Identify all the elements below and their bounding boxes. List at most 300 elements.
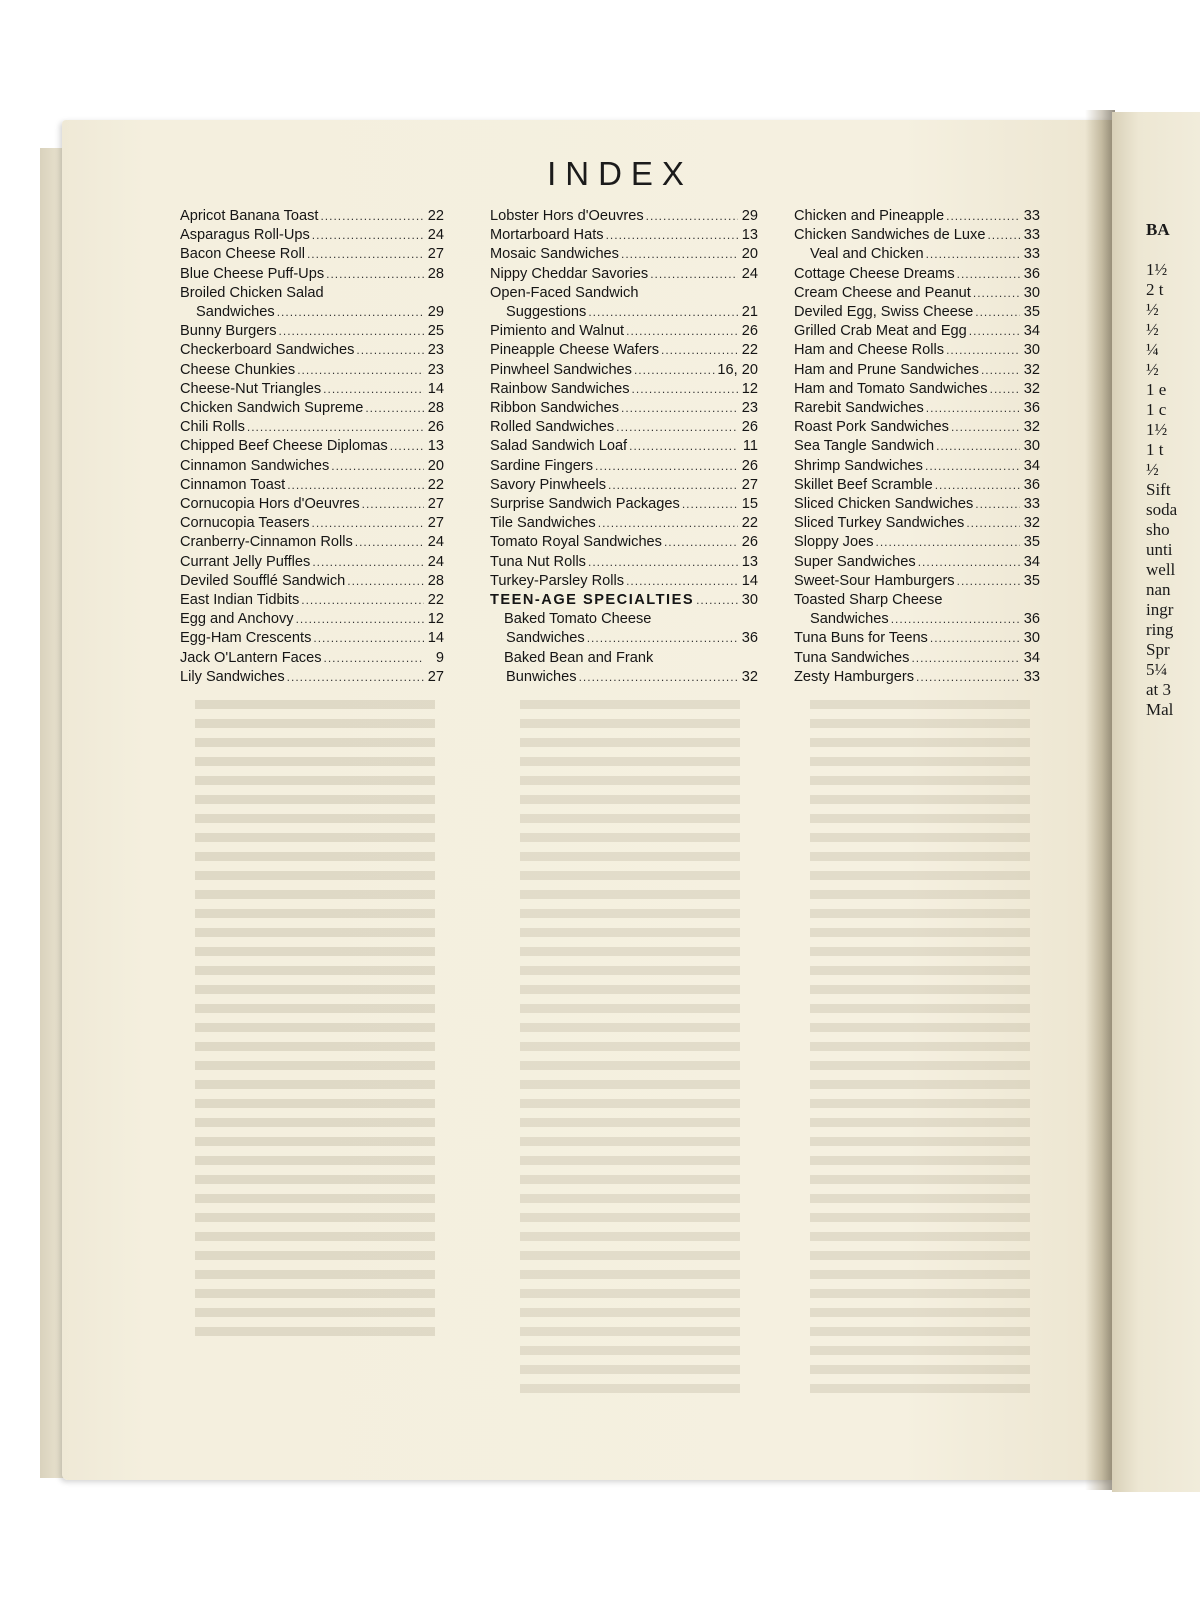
leader-dots [365,399,424,418]
index-entry-page: 33 [1023,208,1040,224]
index-entry [794,207,1040,226]
index-entry-page: 22 [427,476,444,493]
index-entry-page: 28 [427,400,444,417]
index-title: INDEX [547,155,693,192]
index-entry [794,265,1040,284]
index-entry-page: 14 [741,572,758,589]
index-entry-name: Sandwiches [506,630,585,647]
index-entry-name: Baked Tomato Cheese [504,611,652,628]
index-entry-page: 27 [427,496,444,513]
index-entry-name: Broiled Chicken Salad [180,284,324,301]
index-entry [180,418,444,437]
leader-dots [682,495,738,514]
index-entry [490,629,758,648]
index-entry-name: Suggestions [506,304,587,321]
facing-page-fragment: unti [1146,540,1173,559]
leader-dots [307,245,424,264]
facing-page-fragment: at 3 [1146,680,1172,699]
facing-page-fragment: 1 t [1146,440,1164,459]
facing-page-fragment: 1 e [1146,380,1167,399]
index-entry-name: Super Sandwiches [794,553,916,570]
index-entry-page: 27 [427,515,444,532]
leader-dots [606,226,738,245]
leader-dots [966,514,1020,533]
index-entry [180,495,444,514]
facing-page-fragment: ½ [1146,360,1159,379]
index-entry [490,668,758,687]
index-entry [180,572,444,591]
facing-page-fragment: sho [1146,520,1170,539]
index-entry [490,514,758,533]
index-entry-name: Deviled Soufflé Sandwich [180,572,346,589]
leader-dots [297,361,424,380]
index-entry-name: Pineapple Cheese Wafers [490,342,660,359]
index-entry [794,495,1040,514]
index-entry-name: Cinnamon Toast [180,476,286,493]
index-entry-page: 21 [741,304,758,321]
index-entry [490,495,758,514]
index-entry-name: Bacon Cheese Roll [180,246,305,263]
index-entry [794,572,1040,591]
facing-page-fragment: ingr [1146,600,1174,619]
leader-dots [588,553,738,572]
index-entry-page: 26 [741,419,758,436]
leader-dots [650,265,738,284]
leader-dots [916,668,1020,687]
leader-dots [598,514,738,533]
index-entry [490,245,758,264]
index-entry-page: 28 [427,572,444,589]
leader-dots [313,629,424,648]
index-entry-page: 36 [1023,476,1040,493]
index-entry-name: Tomato Royal Sandwiches [490,534,662,551]
leader-dots [975,303,1020,322]
leader-dots [579,668,738,687]
index-column-3 [794,207,1040,687]
index-entry-name: Grilled Crab Meat and Egg [794,323,967,340]
leader-dots [891,610,1020,629]
index-entry [180,514,444,533]
index-entry-name: Zesty Hamburgers [794,668,915,685]
index-entry-page: 26 [427,419,444,436]
index-entry [180,668,444,687]
leader-dots [990,380,1020,399]
index-entry [490,591,758,610]
index-entry-page: 34 [1023,649,1040,666]
index-entry-page: 30 [1023,342,1040,359]
index-entry [490,226,758,245]
index-entry-page: 24 [427,227,444,244]
index-entry [180,533,444,552]
facing-page-fragment: 1½ [1146,420,1168,439]
index-entry-page: 36 [1023,400,1040,417]
leader-dots [301,591,424,610]
index-entry [180,207,444,226]
index-entry-page: 14 [427,380,444,397]
index-entry [490,553,758,572]
index-entry-name: Toasted Sharp Cheese [794,592,943,609]
leader-dots [646,207,738,226]
leader-dots [621,399,738,418]
leader-dots [696,591,738,610]
index-entry [794,380,1040,399]
leader-dots [936,437,1020,456]
bleed-through-decoration [800,700,1030,1400]
index-entry-name: Lily Sandwiches [180,668,285,685]
index-entry-page: 9 [435,649,444,666]
index-entry-name: Cream Cheese and Peanut [794,284,971,301]
index-entry [490,572,758,591]
leader-dots [326,265,424,284]
index-entry-name: Sweet-Sour Hamburgers [794,572,955,589]
index-entry-page: 20 [427,457,444,474]
index-entry-name: Cinnamon Sandwiches [180,457,330,474]
leader-dots [324,649,425,668]
index-entry-page: 16, 20 [717,361,758,378]
facing-page-fragment: well [1146,560,1176,579]
index-entry-name: Salad Sandwich Loaf [490,438,628,455]
index-entry [490,341,758,360]
facing-page-fragment: Mal [1146,700,1174,719]
index-entry [490,265,758,284]
index-entry-page: 29 [741,208,758,224]
index-entry-name: Blue Cheese Puff-Ups [180,265,325,282]
index-entry [180,245,444,264]
index-entry [794,418,1040,437]
index-entry [490,380,758,399]
leader-dots [356,341,424,360]
index-entry-name: Cornucopia Teasers [180,515,310,532]
leader-dots [946,341,1020,360]
leader-dots [331,457,424,476]
index-entry [490,437,758,456]
index-entry-name: East Indian Tidbits [180,592,300,609]
index-entry [180,226,444,245]
index-entry [180,265,444,284]
facing-page-fragment: 5¼ [1146,660,1168,679]
index-entry [180,380,444,399]
index-entry [490,649,758,668]
leader-dots [987,226,1020,245]
leader-dots [362,495,424,514]
leader-dots [632,380,738,399]
index-entry-name: Cornucopia Hors d'Oeuvres [180,496,360,513]
index-entry [794,533,1040,552]
index-entry-page: 25 [427,323,444,340]
index-entry-page: 23 [741,400,758,417]
facing-page-fragment: ½ [1146,460,1159,479]
bleed-through-decoration [500,700,740,1400]
leader-dots [277,303,424,322]
index-entry [490,476,758,495]
index-entry [490,284,758,303]
index-entry-page: 13 [741,227,758,244]
leader-dots [287,476,424,495]
index-entry [180,476,444,495]
index-entry-page: 22 [427,208,444,224]
leader-dots [390,437,424,456]
index-entry [490,303,758,322]
index-entry [180,361,444,380]
leader-dots [930,629,1020,648]
index-entry-name: Ham and Tomato Sandwiches [794,380,988,397]
index-entry-page: 30 [741,592,758,609]
index-entry-name: Sea Tangle Sandwich [794,438,935,455]
index-entry-name: Cheese-Nut Triangles [180,380,322,397]
facing-page-fragment: soda [1146,500,1178,519]
index-entry-name: Lobster Hors d'Oeuvres [490,208,644,224]
index-entry-page: 36 [1023,265,1040,282]
index-entry-page: 27 [427,246,444,263]
index-entry [180,341,444,360]
index-entry [794,668,1040,687]
index-entry [180,457,444,476]
index-entry-name: Veal and Chicken [810,246,924,263]
index-entry-page: 26 [741,457,758,474]
index-entry [794,226,1040,245]
index-entry-page: 30 [1023,630,1040,647]
index-entry-name: Cottage Cheese Dreams [794,265,955,282]
index-entry-page: 12 [427,611,444,628]
leader-dots [355,533,424,552]
facing-page-fragment: BA [1146,220,1170,239]
index-entry-name: Bunwiches [506,668,577,685]
facing-page-fragment: ¼ [1146,340,1159,359]
index-entry-name: Chipped Beef Cheese Diplomas [180,438,388,455]
index-entry-page: 32 [1023,419,1040,436]
index-entry-name: Ham and Cheese Rolls [794,342,945,359]
facing-page-fragment: ½ [1146,320,1159,339]
index-entry-name: Chicken Sandwiches de Luxe [794,227,986,244]
index-entry-page: 35 [1023,304,1040,321]
leader-dots [312,514,424,533]
index-entry [794,437,1040,456]
index-entry-page: 32 [1023,380,1040,397]
index-entry-page: 22 [741,342,758,359]
leader-dots [279,322,424,341]
leader-dots [911,649,1020,668]
index-entry [794,457,1040,476]
index-entry-page: 20 [741,246,758,263]
index-entry [490,418,758,437]
index-entry [794,284,1040,303]
index-entry-page: 24 [741,265,758,282]
facing-page-fragment: 2 t [1146,280,1164,299]
leader-dots [957,572,1020,591]
index-entry-name: Tile Sandwiches [490,515,596,532]
index-entry-page: 30 [1023,284,1040,301]
index-entry [794,476,1040,495]
facing-page-text [1146,220,1177,720]
facing-page-fragment: ½ [1146,300,1159,319]
leader-dots [347,572,424,591]
index-entry-name: TEEN-AGE SPECIALTIES [490,592,695,609]
index-entry [180,437,444,456]
leader-dots [981,361,1020,380]
leader-dots [975,495,1020,514]
index-entry [490,399,758,418]
index-entry-page: 32 [1023,361,1040,378]
index-entry-page: 34 [1023,323,1040,340]
index-entry-name: Pinwheel Sandwiches [490,361,632,378]
index-entry-page: 15 [741,496,758,513]
index-entry [180,284,444,303]
leader-dots [312,553,424,572]
leader-dots [587,629,738,648]
index-entry-page: 12 [741,380,758,397]
index-entry-page: 26 [741,534,758,551]
index-entry-name: Jack O'Lantern Faces [180,649,322,666]
index-entry-name: Roast Pork Sandwiches [794,419,949,436]
index-entry-name: Turkey-Parsley Rolls [490,572,625,589]
leader-dots [957,265,1020,284]
index-entry-name: Bunny Burgers [180,323,277,340]
leader-dots [661,341,738,360]
index-entry-name: Mosaic Sandwiches [490,246,619,263]
leader-dots [973,284,1020,303]
index-entry-name: Rolled Sandwiches [490,419,615,436]
index-entry-page: 32 [1023,515,1040,532]
bleed-through-decoration [175,700,435,1340]
index-entry-name: Chili Rolls [180,419,245,436]
index-entry-page: 23 [427,342,444,359]
index-entry-page: 28 [427,265,444,282]
leader-dots [588,303,738,322]
leader-dots [926,399,1020,418]
index-entry-name: Egg-Ham Crescents [180,630,312,647]
index-entry-page: 11 [742,438,758,455]
index-entry-name: Sliced Turkey Sandwiches [794,515,965,532]
leader-dots [626,322,738,341]
leader-dots [312,226,424,245]
leader-dots [634,361,715,380]
index-entry-name: Sandwiches [810,611,889,628]
index-entry [794,514,1040,533]
leader-dots [323,380,424,399]
index-entry [490,610,758,629]
index-entry-name: Sloppy Joes [794,534,874,551]
index-entry [490,361,758,380]
index-entry-name: Chicken Sandwich Supreme [180,400,364,417]
index-entry [180,399,444,418]
index-entry [490,533,758,552]
index-entry-page: 22 [741,515,758,532]
index-entry-name: Sandwiches [196,304,275,321]
index-entry-name: Cheese Chunkies [180,361,296,378]
index-entry-name: Chicken and Pineapple [794,208,945,224]
index-entry-page: 30 [1023,438,1040,455]
index-entry-name: Surprise Sandwich Packages [490,496,680,513]
leader-dots [969,322,1020,341]
leader-dots [626,572,738,591]
leader-dots [935,476,1020,495]
facing-page-fragment: 1 c [1146,400,1167,419]
index-entry [180,553,444,572]
index-entry-page: 14 [427,630,444,647]
index-entry-page: 33 [1023,496,1040,513]
index-entry-name: Currant Jelly Puffles [180,553,311,570]
leader-dots [247,418,424,437]
index-entry-name: Cranberry-Cinnamon Rolls [180,534,353,551]
index-entry-name: Ribbon Sandwiches [490,400,619,417]
leader-dots [296,610,424,629]
index-entry-page: 33 [1023,246,1040,263]
leader-dots [608,476,738,495]
index-entry-page: 36 [741,630,758,647]
index-entry-name: Sardine Fingers [490,457,594,474]
index-entry [180,322,444,341]
index-entry [180,649,444,668]
index-entry [794,649,1040,668]
index-entry-page: 34 [1023,457,1040,474]
leader-dots [918,553,1020,572]
index-entry-name: Rainbow Sandwiches [490,380,630,397]
facing-page-fragment: 1½ [1146,260,1168,279]
facing-page-fragment [1146,240,1177,260]
index-entry-page: 26 [741,323,758,340]
index-entry [180,591,444,610]
index-entry [490,207,758,226]
index-entry-name: Mortarboard Hats [490,227,604,244]
index-entry-page: 24 [427,553,444,570]
index-entry-name: Open-Faced Sandwich [490,284,639,301]
index-entry [794,303,1040,322]
index-entry [794,361,1040,380]
leader-dots [320,207,424,226]
leader-dots [926,245,1020,264]
facing-page-fragment: nan [1146,580,1171,599]
index-entry-page: 27 [741,476,758,493]
index-entry [794,553,1040,572]
leader-dots [595,457,738,476]
index-entry [490,322,758,341]
index-entry [490,457,758,476]
index-entry [794,341,1040,360]
index-entry-name: Baked Bean and Frank [504,649,654,666]
index-entry [794,629,1040,648]
leader-dots [616,418,738,437]
index-entry [180,303,444,322]
index-entry-page: 23 [427,361,444,378]
index-entry-name: Tuna Buns for Teens [794,630,928,647]
facing-page-fragment: Sift [1146,480,1171,499]
leader-dots [287,668,424,687]
facing-page-fragment: ring [1146,620,1174,639]
leader-dots [876,533,1020,552]
index-entry [794,399,1040,418]
index-entry-page: 33 [1023,227,1040,244]
index-entry-page: 24 [427,534,444,551]
index-entry-name: Savory Pinwheels [490,476,606,493]
index-entry-page: 22 [427,592,444,609]
leader-dots [951,418,1020,437]
index-entry [794,610,1040,629]
index-entry [180,610,444,629]
facing-page-fragment: Spr [1146,640,1170,659]
index-entry-name: Tuna Nut Rolls [490,553,586,570]
index-entry [794,591,1040,610]
index-entry-name: Checkerboard Sandwiches [180,342,355,359]
index-entry [180,629,444,648]
index-entry-name: Sliced Chicken Sandwiches [794,496,974,513]
leader-dots [664,533,738,552]
index-entry-page: 33 [1023,668,1040,685]
index-entry [794,245,1040,264]
index-entry-name: Rarebit Sandwiches [794,400,924,417]
leader-dots [946,207,1020,226]
index-entry-name: Skillet Beef Scramble [794,476,933,493]
index-entry-name: Nippy Cheddar Savories [490,265,649,282]
